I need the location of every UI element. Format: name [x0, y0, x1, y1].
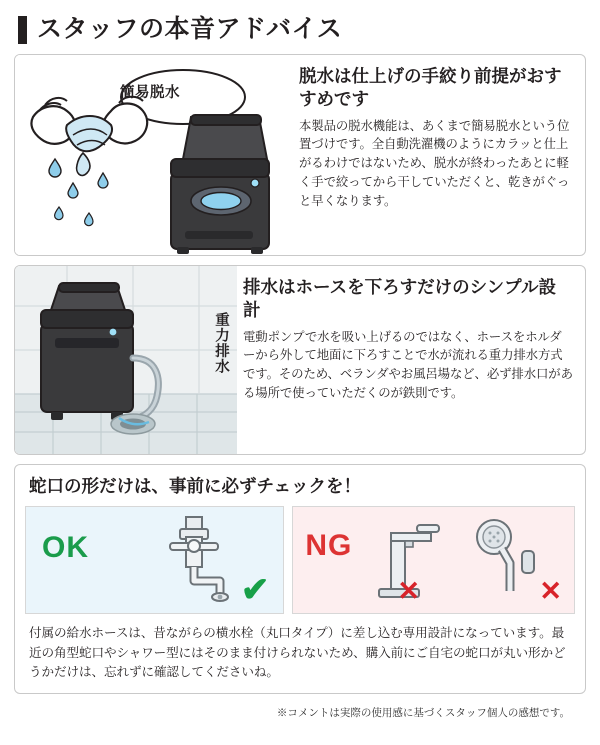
section-card-drainage: [14, 265, 586, 455]
page-header: [14, 14, 586, 54]
page-footnote: ※コメントは実際の使用感に基づくスタッフ個人の感想です。: [276, 706, 570, 719]
section-text-spin-dry: [293, 55, 585, 219]
check-icon: ✔: [240, 571, 270, 609]
header-accent-bar: [18, 16, 27, 44]
vertical-label-gravity-drain: 重力排水: [213, 312, 229, 374]
section-body-drainage: 電動ポンプで水を吸い上げるのではなく、ホースをホルダーから外して地面に下ろすことで水が流れる重力排水方式です。そのため、ベランダやお風呂場など、必ず排水口がある場所で使っていただくのが鉄則です。: [243, 329, 573, 401]
illustration-gravity-drain: [15, 266, 237, 454]
faucet-ok-box: [25, 506, 284, 614]
illustration-hand-wring: [15, 55, 293, 255]
ng-label: NG: [305, 529, 353, 562]
section-card-faucet-check: [14, 464, 586, 694]
bubble-label-simple-spin: 簡易脱水: [120, 85, 180, 101]
section-body-spin-dry: 本製品の脱水機能は、あくまで簡易脱水という位置づけです。全自動洗濯機のようにカラッと仕上がるわけではないため、脱水が終わったあとに軽く手で絞ってから干していただくと、乾きがぐっと早くなります。: [299, 118, 570, 208]
x-icon-shower-head: ✕: [539, 576, 562, 606]
faucet-check-title: 蛇口の形だけは、事前に必ずチェックを！: [29, 476, 361, 496]
faucet-comparison: [15, 506, 585, 614]
faucet-check-note: 付属の給水ホースは、昔ながらの横水栓（丸口タイプ）に差し込む専用設計になっています。最近の角型蛇口やシャワー型にはそのまま付けられないため、購入前にご自宅の蛇口が丸い形かどうかだけは、忘れずに確認してくださいね。: [29, 626, 566, 680]
section-card-spin-dry: [14, 54, 586, 256]
faucet-ng-box: [292, 506, 575, 614]
x-icon-square-faucet: ✕: [397, 576, 421, 606]
page-title: スタッフの本音アドバイス: [37, 15, 343, 44]
section-title-spin-dry: 脱水は仕上げの手絞り前提がおすすめです: [299, 66, 562, 109]
section-title-drainage: 排水はホースを下ろすだけのシンプル設計: [243, 277, 556, 320]
section-text-drainage: [237, 266, 585, 411]
ok-label: OK: [42, 531, 89, 564]
